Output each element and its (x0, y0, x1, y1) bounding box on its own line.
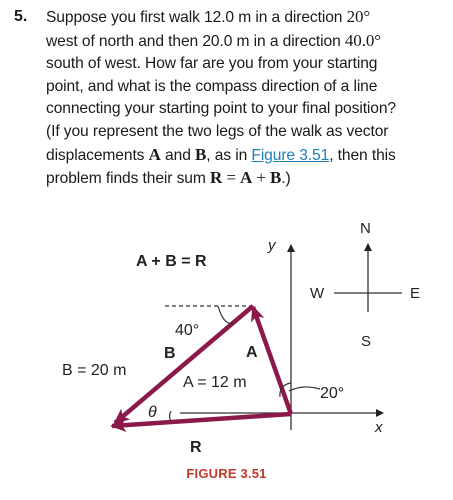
eq-equals: = (222, 168, 240, 188)
figure-caption: FIGURE 3.51 (186, 466, 267, 481)
compass-s: S (361, 333, 372, 350)
angle-arc-theta (170, 411, 172, 421)
figure-3-51 (0, 200, 453, 500)
problem-text-part: (If you represent the two legs of the walk as vector (46, 122, 389, 140)
angle-value-1: 20° (346, 7, 371, 26)
compass-n: N (360, 220, 371, 237)
vector-b-symbol: B (195, 144, 207, 164)
problem-text-part: , then this (329, 146, 396, 164)
problem-text-part: displacements (46, 146, 145, 164)
problem-text-part: .) (281, 170, 291, 188)
sum-label: A + B = R (136, 253, 207, 270)
problem-text-part: point, and what is the compass direction of a line (46, 77, 378, 95)
problem-text (46, 6, 451, 191)
problem-number: 5. (14, 8, 28, 25)
problem-text-part: problem finds their sum (46, 170, 206, 188)
angle-value-2: 40.0° (344, 30, 381, 50)
angle-40-label: 40° (175, 322, 200, 339)
problem-text-part: , as in (206, 146, 248, 164)
x-axis-label: x (375, 419, 383, 436)
eq-b: B (269, 168, 282, 188)
eq-r: R (210, 168, 223, 188)
vector-a-letter: A (246, 344, 258, 361)
vector-r (112, 414, 291, 426)
compass-w: W (310, 285, 325, 302)
sum-equation (210, 170, 281, 187)
a-length-label: A = 12 m (183, 374, 247, 391)
b-length-label: B = 20 m (62, 362, 127, 379)
eq-plus: + (252, 168, 270, 188)
angle-arc-40 (218, 306, 233, 323)
problem-text-part: west of north and then 20.0 m in a direction (46, 32, 341, 50)
y-axis-label: y (268, 237, 276, 254)
vector-a (253, 307, 291, 414)
theta-label: θ (148, 404, 157, 421)
problem-text-part: Suppose you first walk 12.0 m in a direction (46, 9, 343, 26)
vector-b-letter: B (164, 345, 176, 362)
figure-link[interactable]: Figure 3.51 (251, 146, 330, 164)
problem-text-part: south of west. How far are you from your starting (46, 55, 378, 73)
problem-text-part: and (165, 146, 191, 164)
problem-text-part: connecting your starting point to your final position? (46, 100, 397, 118)
angle-20-label: 20° (320, 385, 345, 402)
angle-20-leader (289, 387, 320, 391)
vector-a-symbol: A (148, 144, 161, 164)
eq-a: A (240, 168, 253, 188)
compass-e: E (410, 285, 421, 302)
vector-r-letter: R (190, 439, 202, 456)
